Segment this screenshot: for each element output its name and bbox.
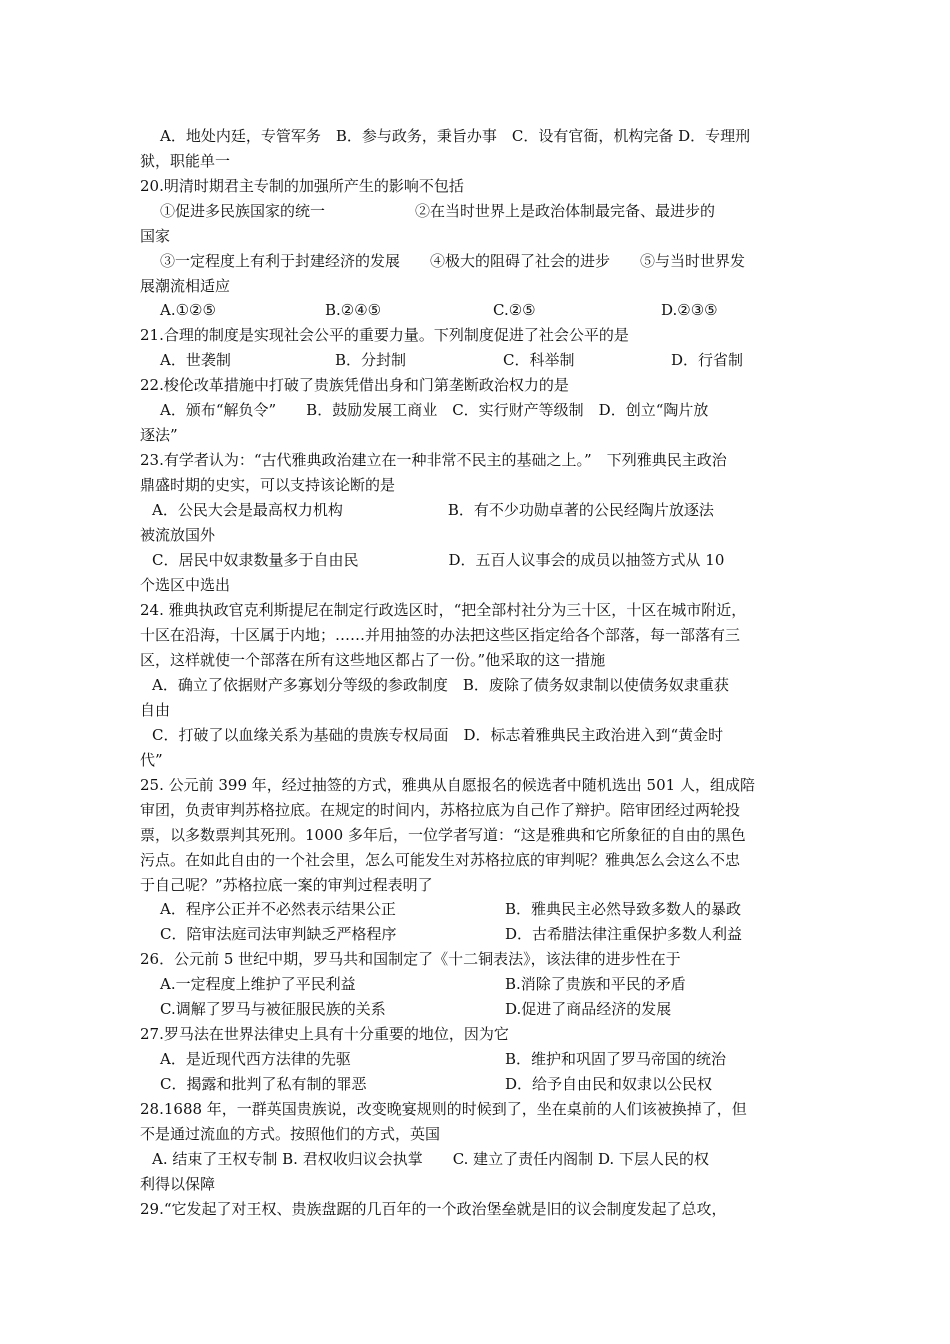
q26-option-a: A.一定程度上维护了平民利益	[160, 975, 356, 993]
q20-stem: 20.明清时期君主专制的加强所产生的影响不包括	[140, 177, 464, 195]
q28-stem-cont: 不是通过流血的方式。按照他们的方式，英国	[140, 1125, 441, 1143]
q25-options-cd	[160, 924, 840, 944]
q20-options	[160, 300, 840, 320]
q20-option-b: B.②④⑤	[325, 301, 382, 319]
q27-option-c: C．揭露和批判了私有制的罪恶	[160, 1075, 367, 1093]
q20-items-line1: ①促进多民族国家的统一 ②在当时世界上是政治体制最完备、最进步的	[160, 202, 716, 220]
q26-option-b: B.消除了贵族和平民的矛盾	[505, 975, 686, 993]
q22-stem: 22.梭伦改革措施中打破了贵族凭借出身和门第垄断政治权力的是	[140, 376, 569, 394]
q25-stem-cont2: 票，以多数票判其死刑。1000 多年后，一位学者写道：“这是雅典和它所象征的自由的黑色	[140, 826, 746, 844]
q25-stem-cont3: 污点。在如此自由的一个社会里，怎么可能发生对苏格拉底的审判呢？雅典怎么会这么不忠	[140, 851, 741, 869]
q21-option-b: B．分封制	[335, 351, 407, 369]
q26-option-c: C.调解了罗马与被征服民族的关系	[160, 1000, 386, 1018]
q26-options-ab	[160, 974, 840, 994]
q20-option-d: D.②③⑤	[661, 301, 718, 319]
q23-options-cd-cont: 个选区中选出	[140, 576, 231, 594]
q24-options-ab: A．确立了依据财产多寡划分等级的参政制度 B．废除了债务奴隶制以使债务奴隶重获	[152, 676, 729, 694]
q25-option-d: D．古希腊法律注重保护多数人利益	[505, 925, 743, 943]
q22-options-cont: 逐法”	[140, 426, 178, 444]
q25-options-ab	[160, 899, 840, 919]
q24-options-ab-cont: 自由	[140, 701, 171, 719]
q25-stem-cont4: 于自己呢？”苏格拉底一案的审判过程表明了	[140, 876, 433, 894]
q21-option-c: C．科举制	[503, 351, 575, 369]
q26-options-cd	[160, 999, 840, 1019]
q21-stem: 21.合理的制度是实现社会公平的重要力量。下列制度促进了社会公平的是	[140, 326, 629, 344]
q27-option-a: A．是近现代西方法律的先驱	[160, 1050, 351, 1068]
q27-options-ab	[160, 1049, 840, 1069]
q24-stem-cont2: 区，这样就使一个部落在所有这些地区都占了一份。”他采取的这一措施	[140, 651, 606, 669]
q25-stem: 25. 公元前 399 年，经过抽签的方式，雅典从自愿报名的候选者中随机选出 501 人，组成陪	[140, 776, 755, 794]
q24-options-cd-cont: 代”	[140, 751, 163, 769]
q26-option-d: D.促进了商品经济的发展	[505, 1000, 672, 1018]
q21-option-d: D．行省制	[671, 351, 744, 369]
q27-stem: 27.罗马法在世界法律史上具有十分重要的地位，因为它	[140, 1025, 509, 1043]
q25-stem-cont1: 审团，负责审判苏格拉底。在规定的时间内，苏格拉底为自己作了辩护。陪审团经过两轮投	[140, 801, 741, 819]
q24-stem: 24. 雅典执政官克利斯提尼在制定行政选区时，“把全部村社分为三十区，十区在城市附近，	[140, 601, 747, 619]
q25-option-c: C．陪审法庭司法审判缺乏严格程序	[160, 925, 397, 943]
q27-option-d: D．给予自由民和奴隶以公民权	[505, 1075, 713, 1093]
q19-options-cont: 狱，职能单一	[140, 152, 231, 170]
q28-options: A. 结束了王权专制 B. 君权收归议会执掌 C. 建立了责任内阁制 D. 下层人民的权	[152, 1150, 709, 1168]
q25-option-a: A．程序公正并不必然表示结果公正	[160, 900, 396, 918]
q25-option-b: B．雅典民主必然导致多数人的暴政	[505, 900, 742, 918]
q22-options: A．颁布“解负令” B．鼓励发展工商业 C．实行财产等级制 D．创立“陶片放	[160, 401, 709, 419]
q20-items-cont1: 国家	[140, 227, 171, 245]
q24-stem-cont1: 十区在沿海，十区属于内地；……并用抽签的办法把这些区指定给各个部落，每一部落有三	[140, 626, 741, 644]
q20-items-line2: ③一定程度上有利于封建经济的发展 ④极大的阻碍了社会的进步 ⑤与当时世界发	[160, 252, 746, 270]
q28-options-cont: 利得以保障	[140, 1175, 216, 1193]
q26-stem: 26．公元前 5 世纪中期，罗马共和国制定了《十二铜表法》，该法律的进步性在于	[140, 950, 681, 968]
q23-options-ab-cont: 被流放国外	[140, 526, 216, 544]
q27-options-cd	[160, 1074, 840, 1094]
q28-stem: 28.1688 年，一群英国贵族说，改变晚宴规则的时候到了，坐在桌前的人们该被换掉了，但	[140, 1100, 747, 1118]
q29-stem: 29.“它发起了对王权、贵族盘踞的几百年的一个政治堡垒就是旧的议会制度发起了总攻，	[140, 1200, 727, 1218]
q23-options-ab: A．公民大会是最高权力机构 B．有不少功勋卓著的公民经陶片放逐法	[152, 501, 714, 519]
q23-options-cd: C．居民中奴隶数量多于自由民 D．五百人议事会的成员以抽签方式从 10	[152, 551, 725, 569]
q20-option-a: A.①②⑤	[160, 301, 216, 319]
q20-items-cont2: 展潮流相适应	[140, 277, 231, 295]
q24-options-cd: C．打破了以血缘关系为基础的贵族专权局面 D．标志着雅典民主政治进入到“黄金时	[152, 726, 724, 744]
q27-option-b: B．维护和巩固了罗马帝国的统治	[505, 1050, 727, 1068]
q21-option-a: A．世袭制	[160, 351, 231, 369]
q20-option-c: C.②⑤	[493, 301, 536, 319]
q19-options-line: A．地处内廷，专管军务 B．参与政务，秉旨办事 C．设有官衙，机构完备 D．专理刑	[160, 127, 751, 145]
q23-stem-cont: 鼎盛时期的史实，可以支持该论断的是	[140, 476, 396, 494]
q23-stem: 23.有学者认为：“古代雅典政治建立在一种非常不民主的基础之上。” 下列雅典民主政治	[140, 451, 727, 469]
q21-options	[160, 350, 840, 370]
